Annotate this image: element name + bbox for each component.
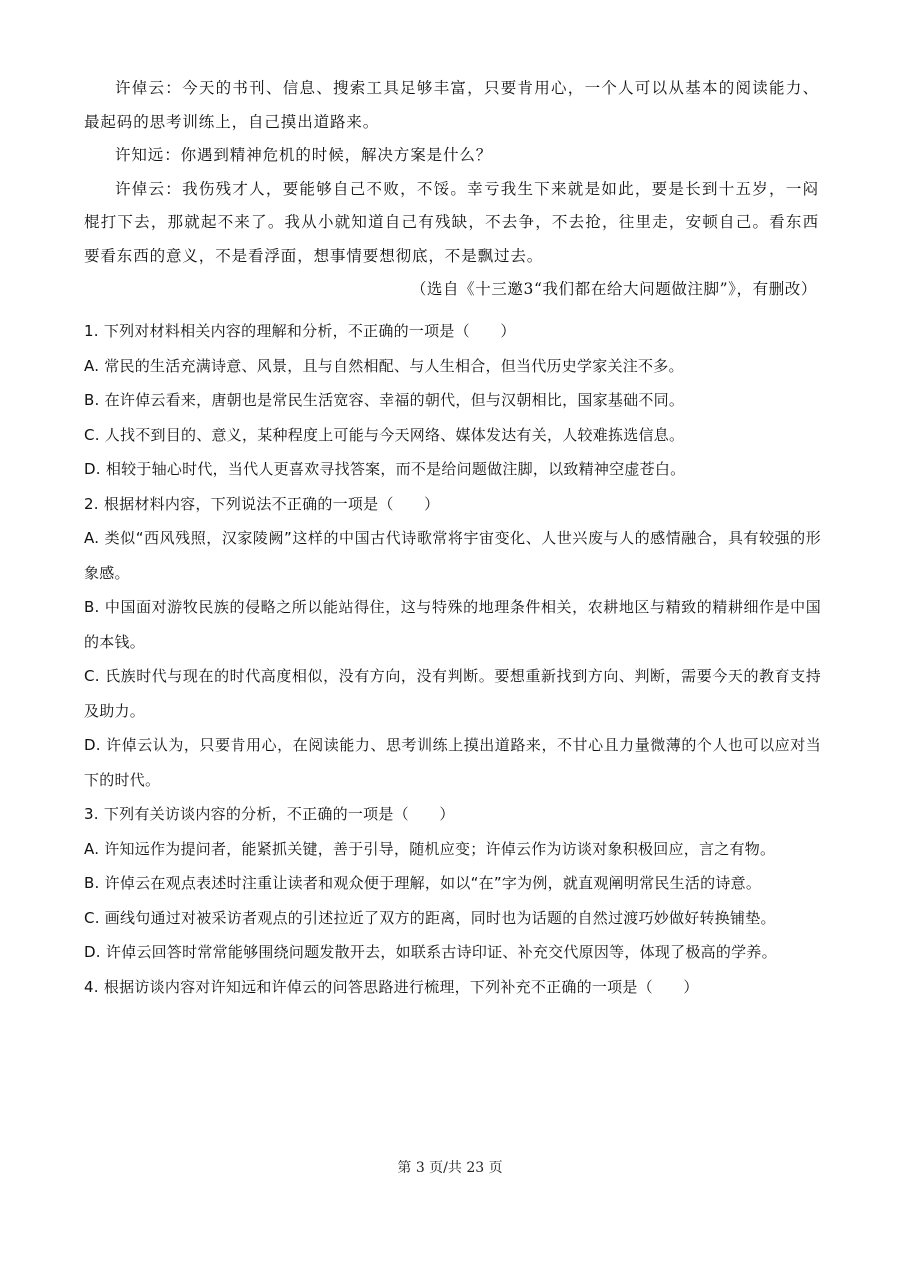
question-4 <box>84 970 821 1005</box>
interview-paragraph-1: 许倬云：今天的书刊、信息、搜索工具足够丰富，只要肯用心，一个人可以从基本的阅读能力、最起码的思考训练上，自己摸出道路来。 <box>84 79 819 131</box>
question-stem: 1. 下列对材料相关内容的理解和分析，不正确的一项是（ ） <box>84 322 516 340</box>
interview-paragraph-2: 许知远：你遇到精神危机的时候，解决方案是什么？ <box>115 146 493 164</box>
question-list <box>84 314 821 1004</box>
question-1 <box>84 314 821 487</box>
question-option: A. 类似“西风残照，汉家陵阙”这样的中国古代诗歌常将宇宙变化、人世兴废与人的感情融合，具有较强的形象感。 <box>84 529 821 582</box>
question-stem: 3. 下列有关访谈内容的分析，不正确的一项是（ ） <box>84 805 455 823</box>
interview-paragraph-3: 许倬云：我伤残才人，要能够自己不败，不馁。幸亏我生下来就是如此，要是长到十五岁，一闷棍打下去，那就起不来了。我从小就知道自己有残缺，不去争，不去抢，往里走，安顿自己。看东西要看东西的意义，不是看浮面，想事情要想彻底，不是飘过去。 <box>84 179 819 265</box>
question-option: C. 氏族时代与现在的时代高度相似，没有方向，没有判断。要想重新找到方向、判断，需要今天的教育支持及助力。 <box>84 667 821 720</box>
question-option: D. 相较于轴心时代，当代人更喜欢寻找答案，而不是给问题做注脚，以致精神空虚苍白。 <box>84 460 686 478</box>
question-3 <box>84 797 821 970</box>
question-option: D. 许倬云回答时常常能够围绕问题发散开去，如联系古诗印证、补充交代原因等，体现了极高的学养。 <box>84 943 777 961</box>
question-stem: 2. 根据材料内容，下列说法不正确的一项是（ ） <box>84 494 440 513</box>
question-option: B. 在许倬云看来，唐朝也是常民生活宽容、幸福的朝代，但与汉朝相比，国家基础不同。 <box>84 391 685 409</box>
question-option: C. 人找不到目的、意义，某种程度上可能与今天网络、媒体发达有关，人较难拣选信息。 <box>84 425 685 444</box>
question-option: B. 中国面对游牧民族的侵略之所以能站得住，这与特殊的地理条件相关，农耕地区与精致的精耕细作是中国的本钱。 <box>84 598 821 651</box>
question-option: C. 画线句通过对被采访者观点的引述拉近了双方的距离，同时也为话题的自然过渡巧妙做好转换铺垫。 <box>84 908 776 927</box>
question-stem: 4. 根据访谈内容对许知远和许倬云的问答思路进行梳理，下列补充不正确的一项是（ ） <box>84 977 699 996</box>
question-option: B. 许倬云在观点表述时注重让读者和观众便于理解，如以“在”字为例，就直观阐明常民生活的诗意。 <box>84 874 762 892</box>
page-number-footer: 第 3 页/共 23 页 <box>397 1160 503 1176</box>
interview-excerpt <box>84 72 819 306</box>
source-citation: （选自《十三邀3“我们都在给大问题做注脚”》，有删改） <box>410 280 817 298</box>
question-option: A. 许知远作为提问者，能紧抓关键，善于引导，随机应变；许倬云作为访谈对象积极回应，言之有物。 <box>84 839 776 858</box>
question-2 <box>84 487 821 798</box>
question-option: D. 许倬云认为，只要肯用心，在阅读能力、思考训练上摸出道路来，不甘心且力量微薄的个人也可以应对当下的时代。 <box>84 736 821 789</box>
question-option: A. 常民的生活充满诗意、风景，且与自然相配、与人生相合，但当代历史学家关注不多。 <box>84 356 684 375</box>
